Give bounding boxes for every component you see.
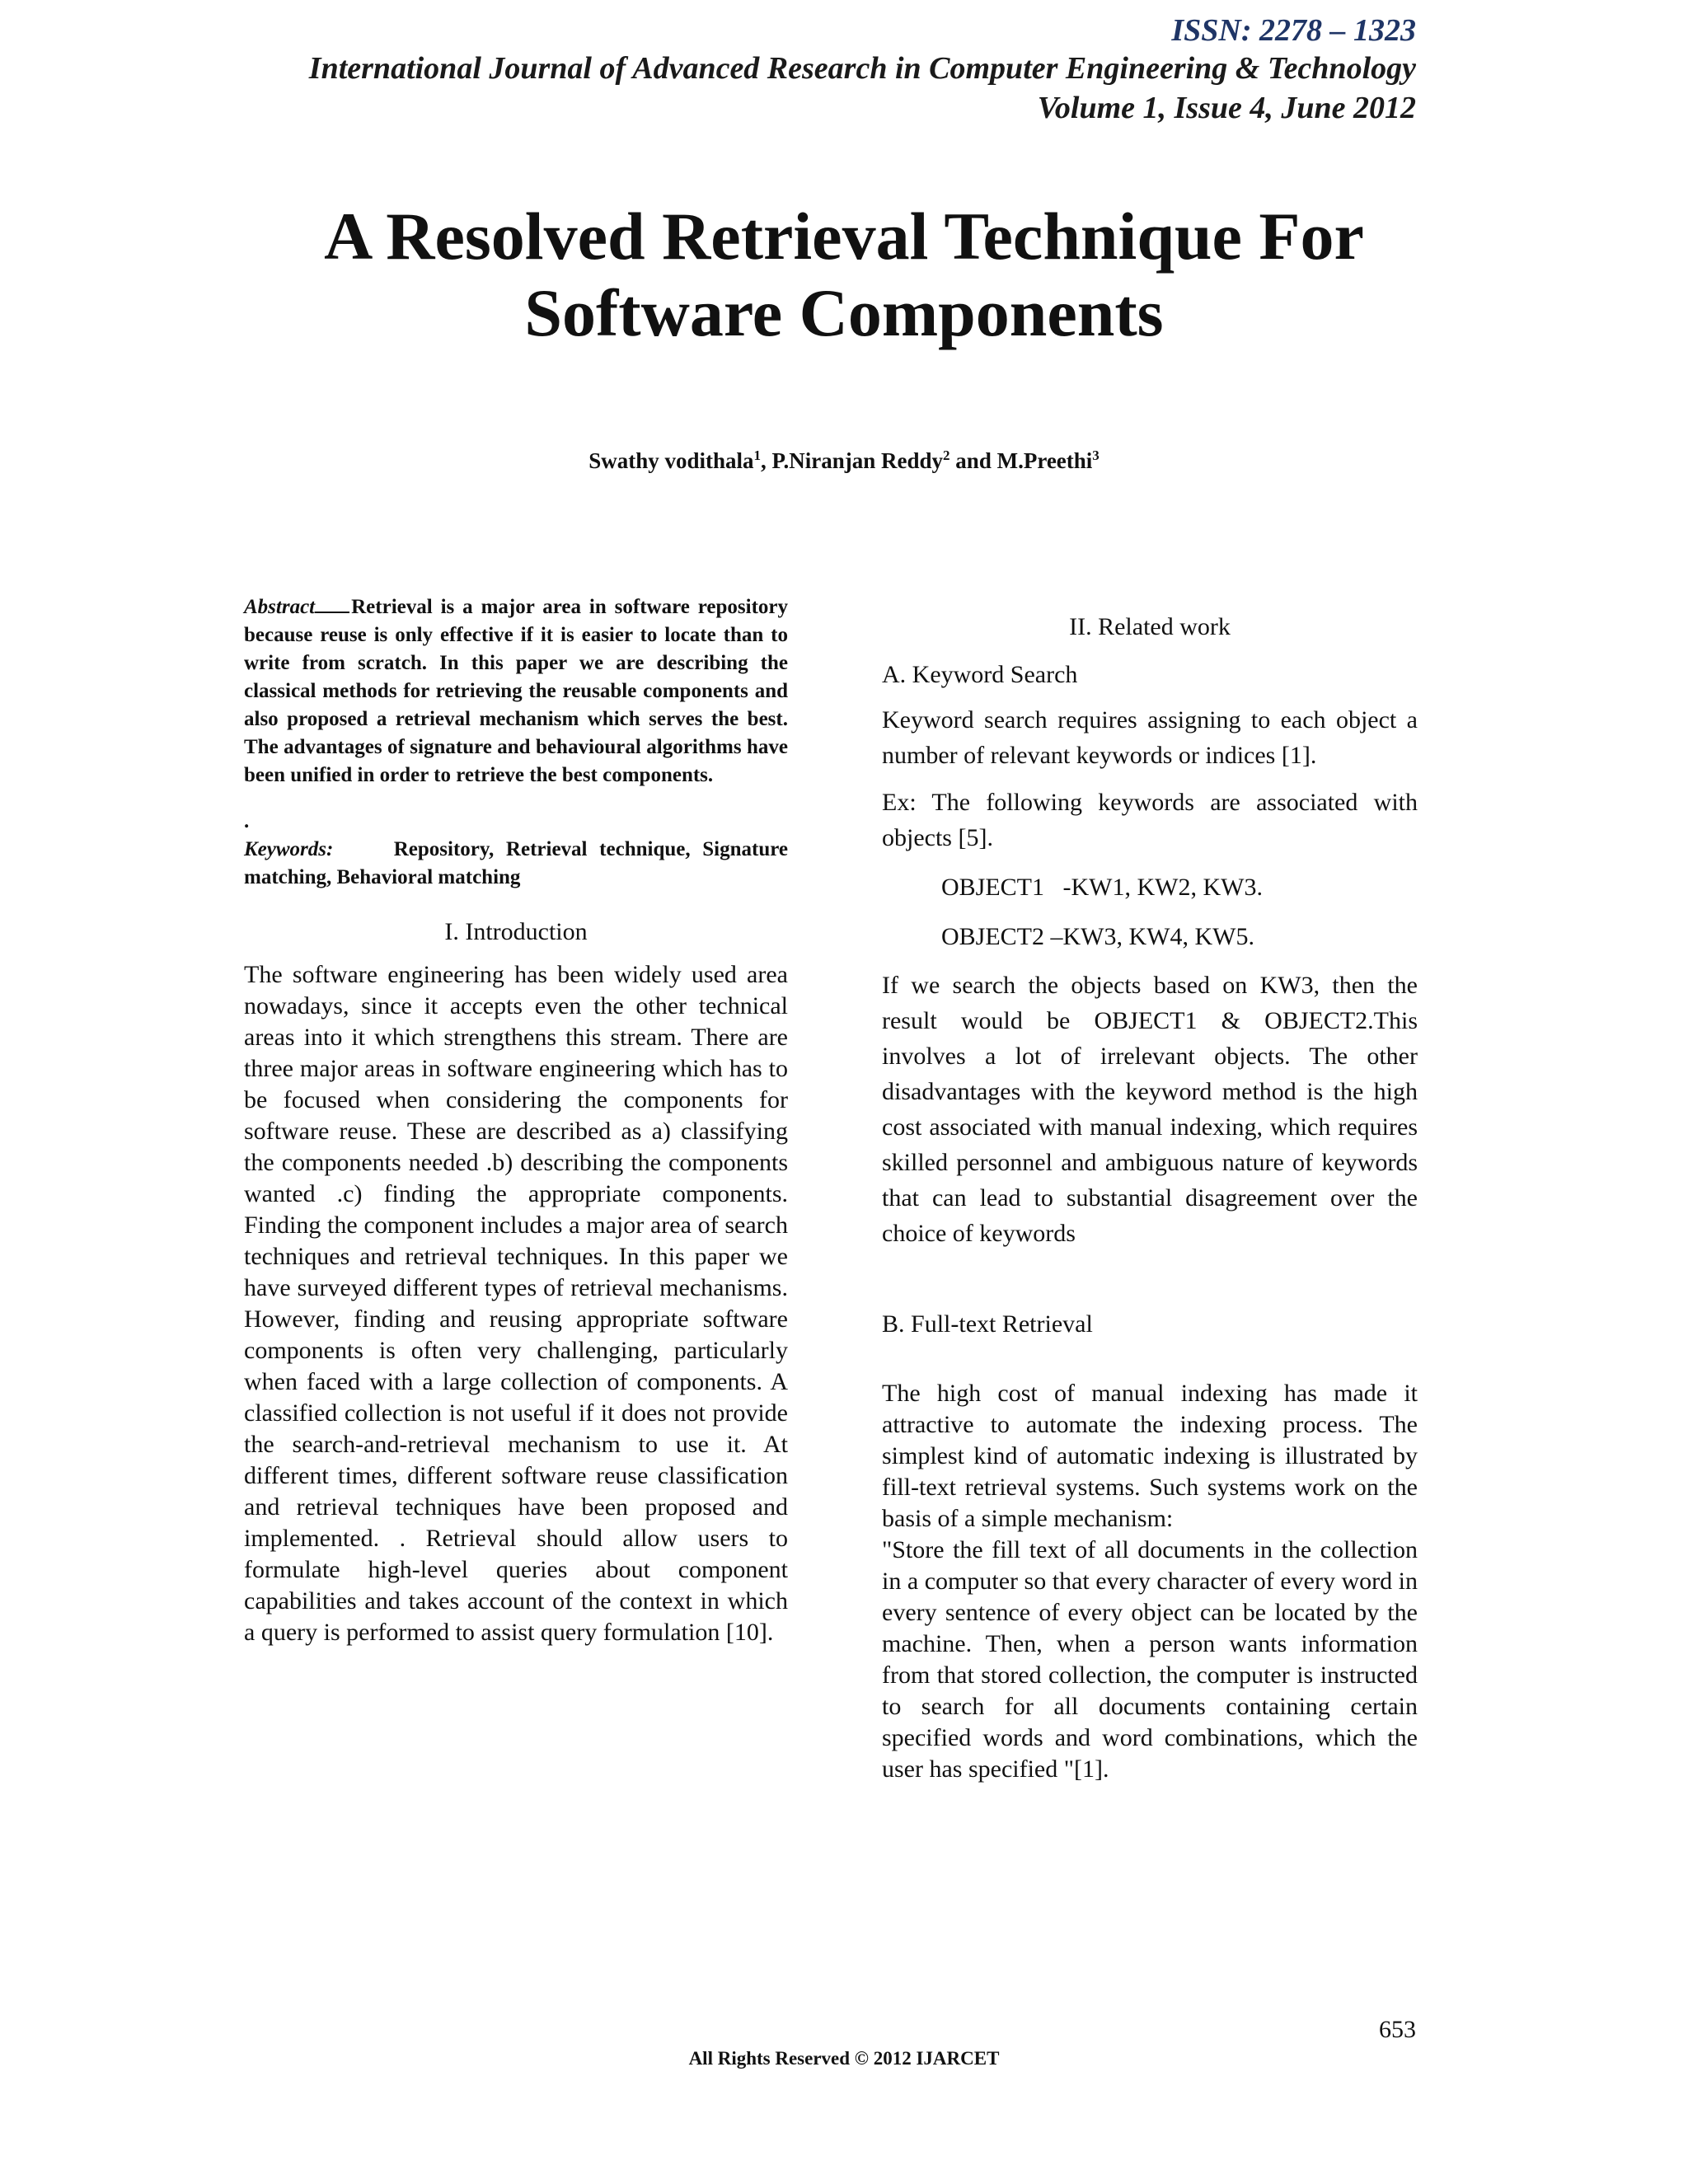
section-heading-introduction: I. Introduction [444,918,588,945]
paper-title [0,198,1688,352]
author-affiliation-mark: 1 [753,448,761,463]
author-separator: and [950,448,997,473]
copyright-footer: All Rights Reserved © 2012 IJARCET [688,2048,1000,2069]
keywords-label: Keywords: [244,838,334,860]
author-name: P.Niranjan Reddy [771,448,944,473]
header-volume: Volume 1, Issue 4, June 2012 [1037,91,1416,125]
abstract [244,593,788,790]
subsection-heading-keyword-search: A. Keyword Search [882,661,1078,688]
keyword-example-object-2: OBJECT2 –KW3, KW4, KW5. [941,923,1254,950]
abstract-text: Retrieval is a major area in software repository because reuse is only effective if it is easier to locate than to write from scratch. In this paper we are describing the classical methods for retrieving the reusable components and also proposed a retrieval mechanism which serves the best. The advantages of signature and behavioural algorithms have been unified in order to retrieve the best components. [244,596,788,786]
author-affiliation-mark: 3 [1092,448,1100,463]
left-column [244,593,788,1648]
author-affiliation-mark: 2 [943,448,950,463]
header-issn: ISSN: 2278 – 1323 [1171,13,1416,48]
author-list [0,448,1688,474]
author-name: M.Preethi [996,448,1093,473]
keywords-text: Repository, Retrieval technique, Signature matching, Behavioral matching [244,838,789,888]
author-separator: , [761,448,772,473]
keyword-search-para-2: Ex: The following keywords are associated with objects [5]. [882,789,1418,851]
abstract-label: Abstract [244,596,316,618]
paper-title-line-2: Software Components [524,275,1164,351]
full-text-quote: "Store the fill text of all documents in the collection in a computer so that every character of every word in every sentence of every object can be located by the machine. Then, when a person wants information from that stored collection, the computer is instructed to search for all documents containing certain specified words and word combinations, which the user has specified "[1]. [882,1536,1418,1783]
full-text-para-1: The high cost of manual indexing has made it attractive to automate the indexing process. The simplest kind of automatic indexing is illustrated by fill-text retrieval systems. Such systems work on the basis of a simple mechanism: [882,1380,1418,1532]
abstract-end-dot: . [244,810,250,832]
header-journal-name: International Journal of Advanced Research in Computer Engineering & Technology [308,51,1416,86]
page-number: 653 [1379,2016,1416,2043]
author-name: Swathy vodithala [588,448,754,473]
paper-title-line-1: A Resolved Retrieval Technique For [324,199,1364,274]
section-heading-related-work: II. Related work [1069,613,1231,640]
keyword-search-para-1: Keyword search requires assigning to each object a number of relevant keywords or indices [1]. [882,706,1418,769]
keyword-search-para-3: If we search the objects based on KW3, then the result would be OBJECT1 & OBJECT2.This involves a lot of irrelevant objects. The other disadvantages with the keyword method is the high cost associated with manual indexing, which requires skilled personnel and ambiguous nature of keywords that can lead to substantial disagreement over the choice of keywords [882,972,1418,1247]
right-column [882,593,1418,1785]
subsection-heading-full-text-retrieval: B. Full-text Retrieval [882,1310,1093,1338]
keyword-example-object-1: OBJECT1 -KW1, KW2, KW3. [941,874,1263,901]
keywords [244,836,788,892]
introduction-text: The software engineering has been widely used area nowadays, since it accepts even the other technical areas into it which strengthens this stream. There are three major areas in software engineering which has to be focused when considering the components for software reuse. These are described as a) classifying the components needed .b) describing the components wanted .c) finding the appropriate components. Finding the component includes a major area of search techniques and retrieval techniques. In this paper we have surveyed different types of retrieval mechanisms. However, finding and reusing appropriate software components is often very challenging, particularly when faced with a large collection of components. A classified collection is not useful if it does not provide the search-and-retrieval mechanism to use it. At different times, different software reuse classification and retrieval techniques have been proposed and implemented. . Retrieval should allow users to formulate high-level queries about component capabilities and takes account of the context in which a query is performed to assist query formulation [10]. [244,961,788,1646]
abstract-dash-rule [315,612,349,613]
